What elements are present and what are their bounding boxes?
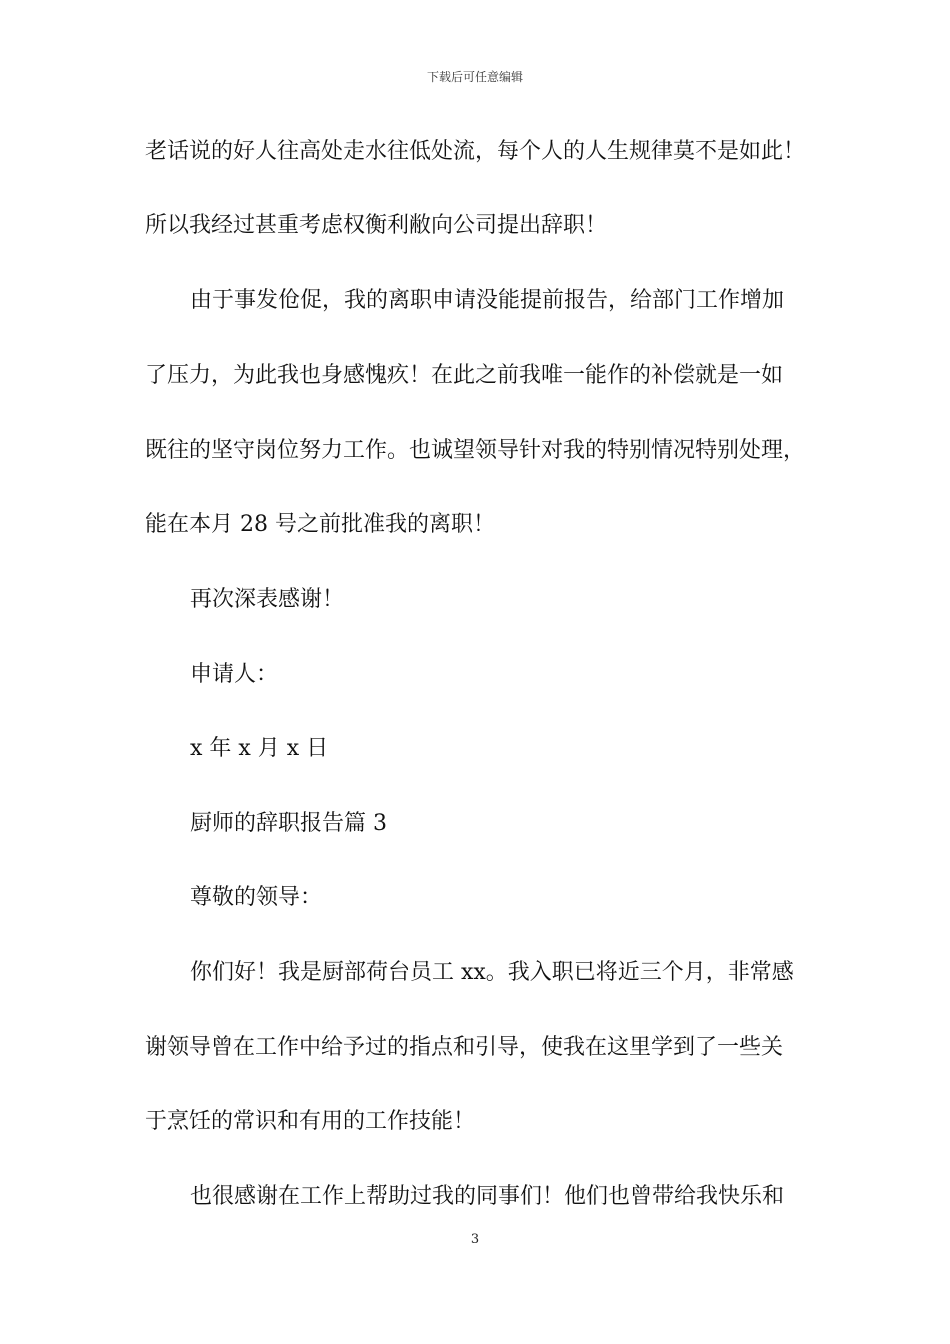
paragraph-line: 于烹饪的常识和有用的工作技能！ [145,1109,476,1134]
paragraph-line: 既往的坚守岗位努力工作。也诚望领导针对我的特别情况特别处理， [145,438,806,463]
page-number: 3 [470,1232,480,1247]
page-header: 下载后可任意编辑 [426,70,523,84]
paragraph-line: 再次深表感谢！ [190,587,345,612]
paragraph-line: 也很感谢在工作上帮助过我的同事们！他们也曾带给我快乐和 [190,1184,785,1209]
applicant-label: 申请人： [190,662,279,687]
paragraph-line: 了压力，为此我也身感愧疚！在此之前我唯一能作的补偿就是一如 [145,363,784,388]
section-title: 厨师的辞职报告篇 3 [190,811,387,836]
paragraph-line: 所以我经过甚重考虑权衡利敝向公司提出辞职！ [145,213,608,238]
paragraph-line: 由于事发伧促，我的离职申请没能提前报告，给部门工作增加 [190,288,785,313]
salutation: 尊敬的领导： [190,885,323,910]
paragraph-line: 能在本月 28 号之前批准我的离职！ [145,512,495,537]
date-line: x 年 x 月 x 日 [190,736,329,761]
paragraph-line: 老话说的好人往高处走水往低处流，每个人的人生规律莫不是如此！ [145,139,806,164]
paragraph-line: 你们好！我是厨部荷台员工 xx。我入职已将近三个月，非常感 [190,960,794,985]
paragraph-line: 谢领导曾在工作中给予过的指点和引导，使我在这里学到了一些关 [145,1035,784,1060]
